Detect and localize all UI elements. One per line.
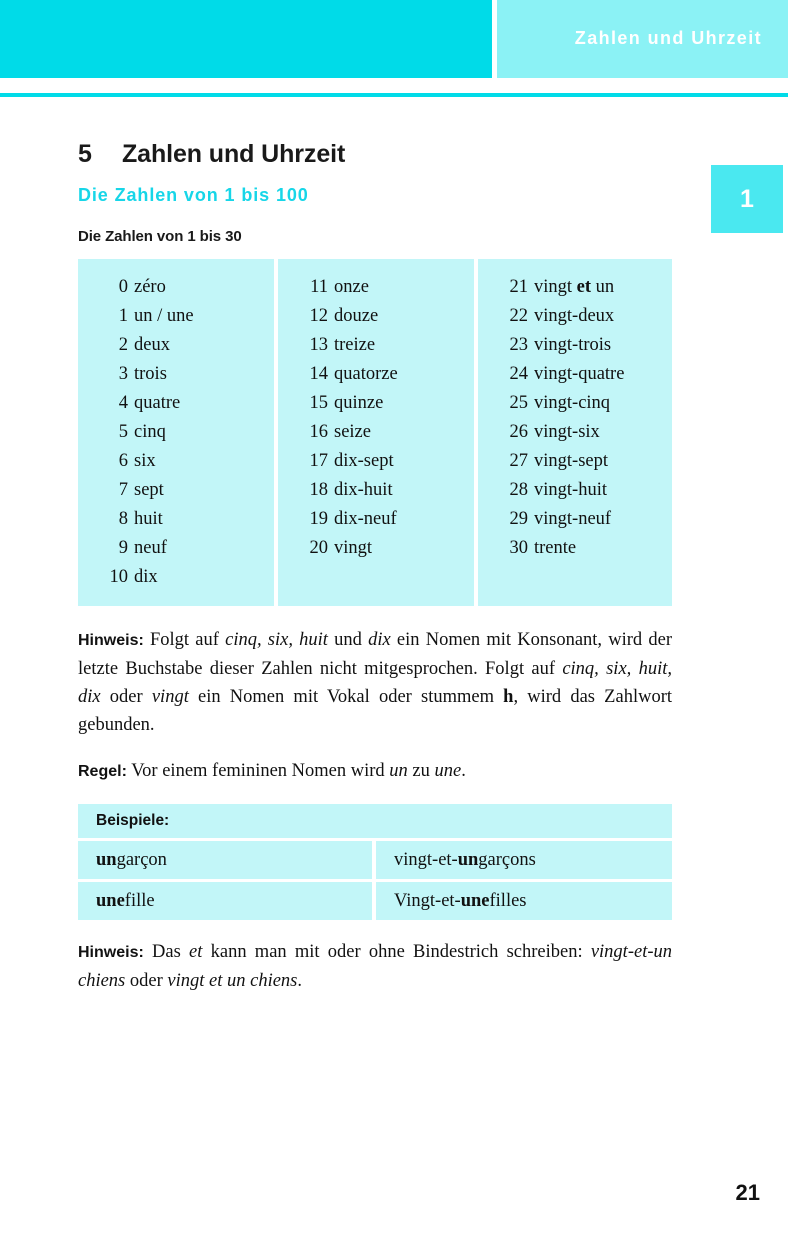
number-word: vingt-sept	[534, 451, 608, 471]
number-word: douze	[334, 306, 379, 326]
number-word: vingt-cinq	[534, 393, 611, 413]
numbers-column-3	[478, 259, 672, 606]
number-word: seize	[334, 422, 371, 442]
number-value: 7	[118, 480, 128, 500]
number-entry	[78, 476, 274, 505]
number-entry	[78, 389, 274, 418]
number-entry	[278, 505, 474, 534]
number-value: 17	[309, 451, 328, 471]
note-label-2: Hinweis:	[78, 944, 144, 961]
number-value: 4	[118, 393, 128, 413]
number-entry	[478, 302, 672, 331]
number-word: cinq	[134, 422, 166, 442]
number-entry	[278, 389, 474, 418]
numbers-column-1	[78, 259, 274, 606]
rule-body: Vor einem femininen Nomen wird un zu une.	[131, 761, 466, 781]
number-entry	[78, 302, 274, 331]
number-entry	[278, 476, 474, 505]
number-value: 22	[509, 306, 528, 326]
number-entry	[278, 418, 474, 447]
number-entry	[78, 331, 274, 360]
number-entry	[478, 360, 672, 389]
number-value: 21	[509, 277, 528, 297]
number-value: 19	[309, 509, 328, 529]
number-entry	[78, 447, 274, 476]
number-word: vingt-six	[534, 422, 600, 442]
rule-label: Regel:	[78, 763, 127, 780]
number-value: 0	[118, 277, 128, 297]
page-content	[78, 140, 672, 1013]
examples-table-body	[78, 841, 672, 920]
number-entry	[78, 563, 274, 592]
number-word: vingt-quatre	[534, 364, 625, 384]
number-value: 12	[309, 306, 328, 326]
number-word: onze	[334, 277, 369, 297]
number-word: zéro	[134, 277, 166, 297]
number-word: vingt-deux	[534, 306, 615, 326]
number-entry	[278, 302, 474, 331]
number-word: huit	[134, 509, 163, 529]
number-value: 6	[118, 451, 128, 471]
number-entry	[278, 447, 474, 476]
page-title	[78, 140, 672, 169]
note-body-1: Folgt auf cinq, six, huit und dix ein Nomen mit Konsonant, wird der letzte Buchstabe dieser Zahlen nicht mitgesprochen. Folgt auf cinq, six, huit, dix oder vingt ein Nomen mit Vokal oder stummem h, wird das Zahlwort gebunden.	[78, 630, 672, 735]
example-cell-singular: un garçon	[78, 841, 372, 879]
number-value: 26	[509, 422, 528, 442]
running-header-title: Zahlen und Uhrzeit	[574, 28, 762, 48]
running-header	[0, 0, 788, 78]
number-value: 9	[118, 538, 128, 558]
examples-table	[78, 804, 672, 920]
number-entry	[478, 273, 672, 302]
number-value: 27	[509, 451, 528, 471]
note-label-1: Hinweis:	[78, 632, 144, 649]
number-word: trois	[134, 364, 167, 384]
number-value: 13	[309, 335, 328, 355]
number-word: vingt et un	[534, 277, 615, 297]
numbers-column-2	[278, 259, 474, 606]
number-word: vingt-trois	[534, 335, 612, 355]
subsection-heading: Die Zahlen von 1 bis 30	[78, 228, 242, 245]
number-entry	[78, 418, 274, 447]
number-word: vingt-huit	[534, 480, 607, 500]
chapter-number: 5	[78, 140, 92, 168]
section-heading: Die Zahlen von 1 bis 100	[78, 185, 309, 205]
number-entry	[78, 534, 274, 563]
number-entry	[478, 476, 672, 505]
header-divider-rule	[0, 93, 788, 97]
number-word: dix-neuf	[334, 509, 397, 529]
table-row	[78, 841, 672, 879]
example-cell-plural: vingt-et- un garçons	[376, 841, 672, 879]
numbers-table	[78, 259, 672, 606]
number-word: dix-sept	[334, 451, 394, 471]
number-word: vingt	[334, 538, 373, 558]
number-value: 16	[309, 422, 328, 442]
number-value: 8	[118, 509, 128, 529]
number-entry	[478, 505, 672, 534]
table-row	[78, 882, 672, 920]
number-value: 10	[109, 567, 128, 587]
number-entry	[478, 447, 672, 476]
number-word: six	[134, 451, 156, 471]
number-word: neuf	[134, 538, 167, 558]
number-word: quatorze	[334, 364, 398, 384]
number-entry	[278, 360, 474, 389]
number-word: dix-huit	[334, 480, 393, 500]
number-word: quatre	[134, 393, 181, 413]
example-cell-singular: une fille	[78, 882, 372, 920]
number-entry	[78, 273, 274, 302]
number-value: 28	[509, 480, 528, 500]
number-value: 23	[509, 335, 528, 355]
number-entry	[78, 360, 274, 389]
number-entry	[278, 331, 474, 360]
number-entry	[278, 534, 474, 563]
number-entry	[278, 273, 474, 302]
chapter-title: Zahlen und Uhrzeit	[122, 140, 346, 168]
note-body-2: Das et kann man mit oder ohne Bindestrich schreiben: vingt-et-un chiens oder vingt et un chiens.	[78, 942, 672, 991]
number-word: vingt-neuf	[534, 509, 612, 529]
number-value: 1	[118, 306, 128, 326]
number-value: 2	[118, 335, 128, 355]
number-word: deux	[134, 335, 170, 355]
number-word: sept	[134, 480, 164, 500]
number-value: 29	[509, 509, 528, 529]
note-paragraph-2	[78, 938, 672, 995]
chapter-tab-marker: 1	[711, 165, 783, 233]
number-value: 11	[310, 277, 328, 297]
number-value: 14	[309, 364, 328, 384]
number-value: 15	[309, 393, 328, 413]
number-value: 25	[509, 393, 528, 413]
number-entry	[478, 418, 672, 447]
number-word: treize	[334, 335, 376, 355]
number-word: quinze	[334, 393, 384, 413]
note-paragraph-1	[78, 626, 672, 739]
number-entry	[478, 534, 672, 563]
page-number: 21	[735, 1180, 760, 1205]
rule-paragraph	[78, 757, 672, 786]
examples-table-header: Beispiele:	[78, 804, 672, 838]
number-value: 18	[309, 480, 328, 500]
number-entry	[478, 331, 672, 360]
number-value: 3	[118, 364, 128, 384]
number-value: 5	[118, 422, 128, 442]
example-cell-plural: Vingt-et- une filles	[376, 882, 672, 920]
number-word: trente	[534, 538, 577, 558]
number-value: 20	[309, 538, 328, 558]
number-value: 30	[509, 538, 528, 558]
number-word: dix	[134, 567, 158, 587]
number-value: 24	[509, 364, 528, 384]
number-word: un / une	[134, 306, 194, 326]
number-entry	[478, 389, 672, 418]
number-entry	[78, 505, 274, 534]
